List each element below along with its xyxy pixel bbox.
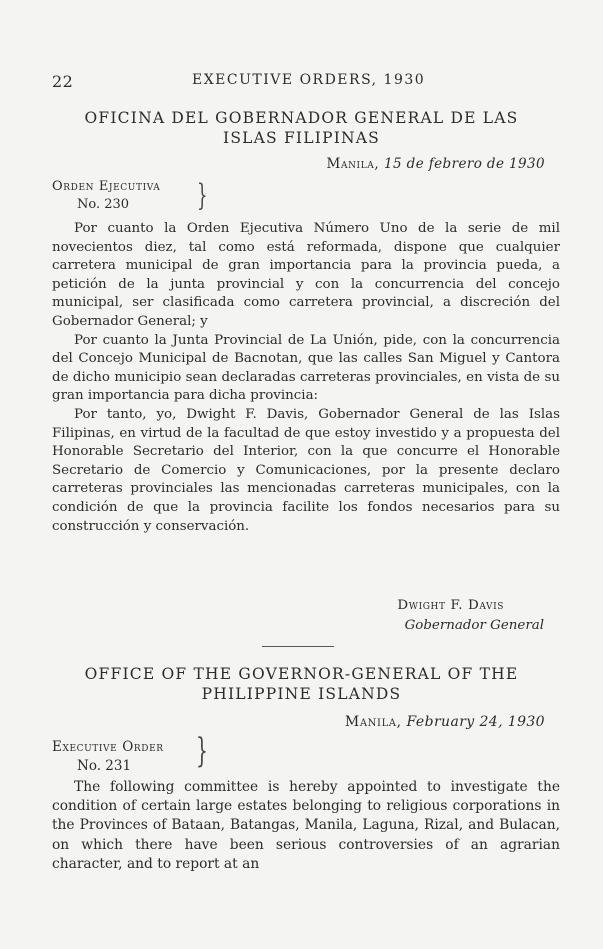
spanish-title-line1: OFICINA DEL GOBERNADOR GENERAL DE LAS — [84, 109, 519, 127]
spanish-order-brace: } — [197, 178, 208, 213]
spanish-paragraph-1: Por cuanto la Orden Ejecutiva Número Uno de la serie de mil novecientos diez, tal como está reformada, dispone que cualquier carretera municipal de gran importancia para la provincia pueda, a petición de la junta provincial y con la concurrencia del concejo municipal, ser clasificada como carretera provincial, a discreción del Gobernador General; y — [52, 221, 560, 329]
english-order-body — [52, 778, 560, 874]
english-dateline — [200, 714, 545, 730]
english-title-line2: PHILIPPINE ISLANDS — [201, 685, 402, 703]
spanish-place: Manila, — [326, 156, 380, 172]
running-title: EXECUTIVE ORDERS, 1930 — [192, 72, 426, 88]
spanish-paragraph-2: Por cuanto la Junta Provincial de La Unión, pide, con la concurrencia del Concejo Municipal de Bacnotan, que las calles San Miguel y Cantora de dicho municipio sean declaradas carreteras provinciales, en vista de su gran importancia para dicha provincia: — [52, 332, 560, 404]
page-number: 22 — [52, 72, 74, 91]
spanish-order-label: Orden Ejecutiva — [52, 179, 161, 194]
english-title-line1: OFFICE OF THE GOVERNOR-GENERAL OF THE — [84, 665, 519, 683]
spanish-signature — [300, 596, 544, 636]
english-date: February 24, 1930 — [406, 714, 545, 730]
spanish-paragraph-3: Por tanto, yo, Dwight F. Davis, Gobernador General de las Islas Filipinas, en virtud de la facultad de que estoy investido y a propuesta del Honorable Secretario del Interior, con la que concurre el Honorable Secretario de Comercio y Comunicaciones, por la presente declaro carreteras provinciales las mencionadas carreteras municipales, con la condición de que la provincia facilite los fondos necesarios para su construcción y conservación. — [52, 406, 560, 534]
english-order-label: Executive Order — [52, 739, 164, 755]
spanish-order-body — [52, 220, 560, 536]
spanish-date: 15 de febrero de 1930 — [383, 156, 545, 172]
english-order-number: No. 231 — [77, 758, 132, 774]
spanish-dateline — [200, 156, 545, 172]
english-order-brace: } — [196, 731, 208, 771]
english-order-title — [40, 664, 563, 704]
spanish-order-label-block — [52, 178, 212, 214]
english-place: Manila, — [344, 714, 402, 730]
spanish-order-title — [40, 108, 563, 148]
english-paragraph-1: The following committee is hereby appointed to investigate the condition of certain large estates belonging to religious corporations in the Provinces of Bataan, Batangas, Manila, Laguna, Rizal, and Bulacan, on which there have been serious controversies of an agrarian character, and to report at an — [52, 779, 560, 872]
section-divider — [262, 646, 334, 647]
spanish-title-line2: ISLAS FILIPINAS — [223, 129, 380, 147]
spanish-signature-title: Gobernador General — [404, 618, 544, 633]
spanish-order-number: No. 230 — [77, 197, 130, 212]
spanish-signature-name: Dwight F. Davis — [397, 598, 504, 613]
